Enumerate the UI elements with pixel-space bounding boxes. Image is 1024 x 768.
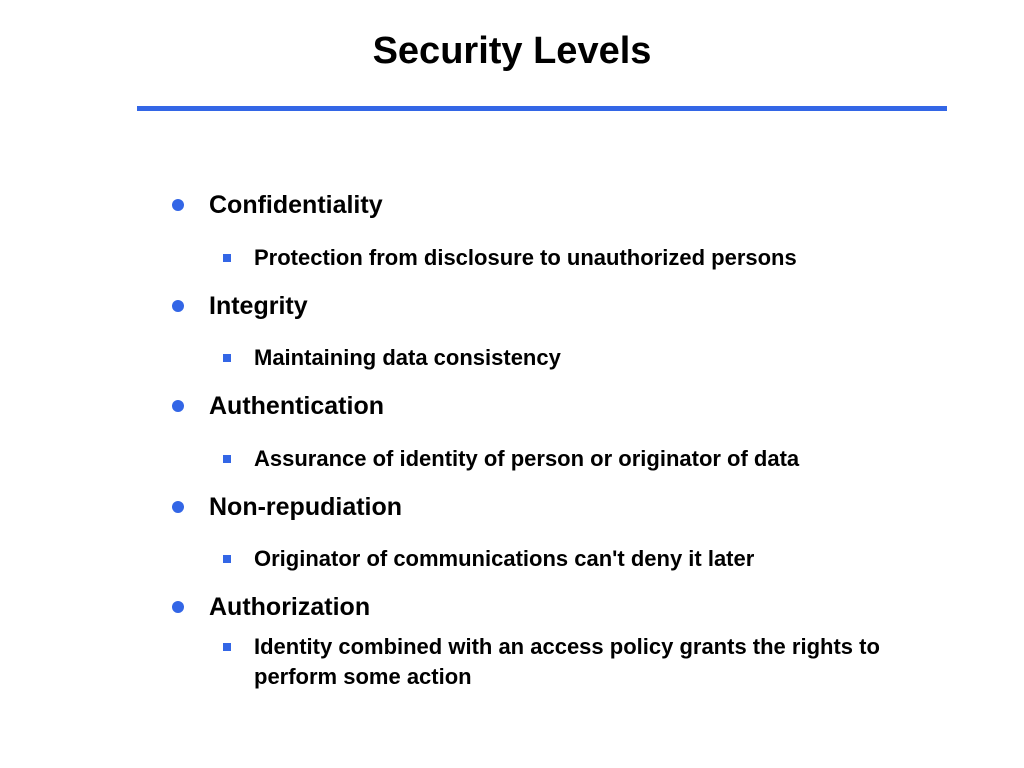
bullet-dot-icon xyxy=(172,199,184,211)
bullet-authentication xyxy=(172,391,384,421)
sub-bullet-authorization xyxy=(220,632,960,692)
bullet-confidentiality xyxy=(172,190,383,220)
sub-bullet-text: Originator of communications can't deny it later xyxy=(254,546,755,571)
bullet-dot-icon xyxy=(172,601,184,613)
sub-bullet-authentication xyxy=(220,444,960,474)
bullet-square-icon xyxy=(223,254,231,262)
bullet-label: Authorization xyxy=(209,593,371,621)
bullet-authorization xyxy=(172,592,370,622)
bullet-integrity xyxy=(172,291,308,321)
sub-bullet-text: Protection from disclosure to unauthorized persons xyxy=(254,245,797,270)
sub-bullet-integrity xyxy=(220,343,960,373)
bullet-dot-icon xyxy=(172,300,184,312)
sub-bullet-text: Identity combined with an access policy grants the rights to perform some action xyxy=(254,634,880,689)
bullet-label: Confidentiality xyxy=(209,191,383,219)
bullet-dot-icon xyxy=(172,400,184,412)
bullet-label: Integrity xyxy=(209,292,308,320)
bullet-square-icon xyxy=(223,555,231,563)
bullet-label: Authentication xyxy=(209,392,384,420)
bullet-dot-icon xyxy=(172,501,184,513)
sub-bullet-text: Maintaining data consistency xyxy=(254,345,561,370)
sub-bullet-confidentiality xyxy=(220,243,960,273)
title-underline xyxy=(137,106,947,111)
bullet-square-icon xyxy=(223,354,231,362)
bullet-square-icon xyxy=(223,643,231,651)
slide-title: Security Levels xyxy=(372,30,652,72)
bullet-label: Non-repudiation xyxy=(209,493,403,521)
sub-bullet-non-repudiation xyxy=(220,544,960,574)
sub-bullet-text: Assurance of identity of person or originator of data xyxy=(254,446,800,471)
bullet-non-repudiation xyxy=(172,492,402,522)
bullet-square-icon xyxy=(223,455,231,463)
